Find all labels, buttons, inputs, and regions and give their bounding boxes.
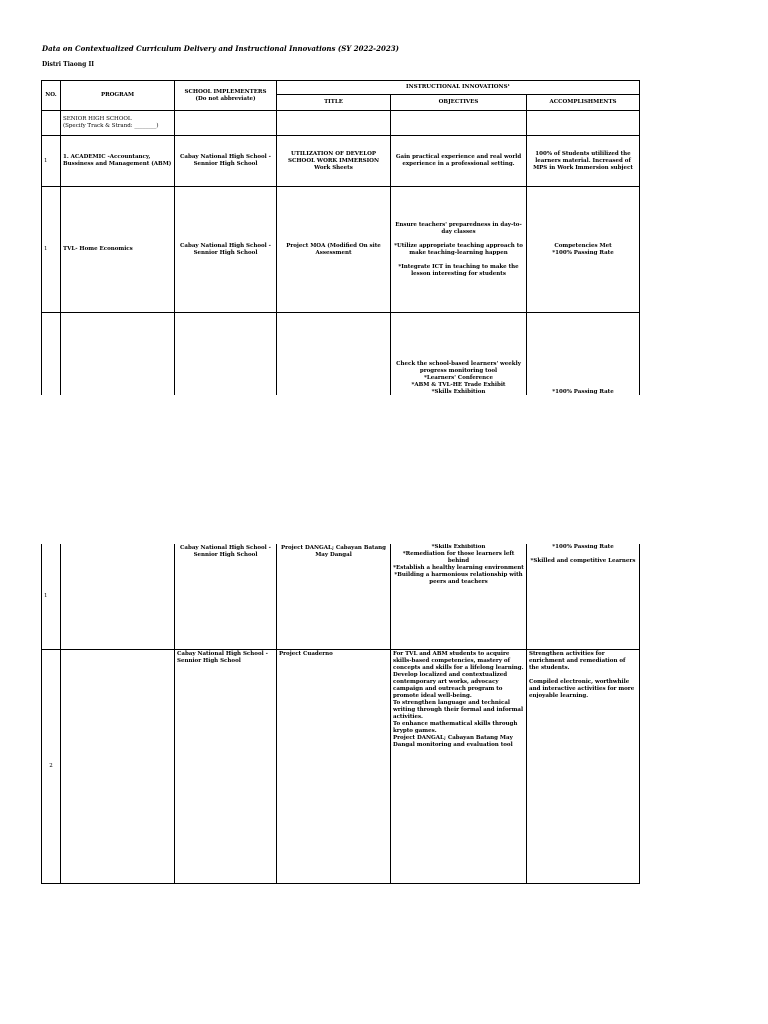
header-implementers: SCHOOL IMPLEMENTERS (Do not abbreviate) (175, 81, 277, 111)
table-row (42, 187, 640, 313)
header-objectives: OBJECTIVES (391, 95, 527, 111)
header-program: PROGRAM (61, 81, 175, 111)
title-cell: Project MOA (Modified On site Assessment (277, 187, 391, 313)
title-cell: Project Cuaderno (277, 650, 391, 884)
innovations-table (41, 80, 640, 395)
program-cell: TVL- Home Economics (61, 187, 175, 313)
header-innovations: INSTRUCTIONAL INNOVATIONS¹ (277, 81, 640, 95)
objectives-cell: For TVL and ABM students to acquire skills-based competencies, mastery of concepts and skills for a lifelong learning. Develop localized and contextualized contemporary art works, advocacy campaign and outreach program to promote ideal well-being. To strengthen language and technical writing through their formal and informal activities. To enhance mathematical skills through krypto games. Project DANGAL; Cabayan Batang May Dangal monitoring and evaluation tool (391, 650, 527, 884)
header-no: NO. (42, 81, 61, 111)
table-row (42, 544, 640, 650)
table-row (42, 111, 640, 136)
objectives-cell: *Skills Exhibition *Remediation for those learners left behind *Establish a healthy learning environment *Building a harmonious relationship with peers and teachers (391, 544, 527, 650)
table-fragment-bottom (0, 544, 768, 884)
accomplishments-cell: *100% Passing Rate (527, 313, 640, 396)
shs-track-label: SENIOR HIGH SCHOOL (Specify Track & Strand: ________) (61, 111, 175, 136)
accomplishments-cell: *100% Passing Rate *Skilled and competitive Learners (527, 544, 640, 650)
accomplishments-cell: Strengthen activities for enrichment and remediation of the students. Compiled electronic, worthwhile and interactive activities for more enjoyable learning. (527, 650, 640, 884)
school-cell: Cabay National High School - Sennior High School (175, 187, 277, 313)
title-cell: Project DANGAL; Cabayan Batang May Dangal (277, 544, 391, 650)
document-title: Data on Contextualized Curriculum Delivery and Instructional Innovations (SY 2022-2023) (42, 44, 399, 53)
row-number: 2 (42, 650, 61, 884)
row-number: 1 (42, 544, 61, 650)
table-row (42, 650, 640, 884)
innovations-table-continued (41, 544, 640, 884)
objectives-cell: Ensure teachers' preparedness in day-to-day classes *Utilize appropriate teaching approach to make teaching-learning happen *Integrate ICT in teaching to make the lesson interesting for students (391, 187, 527, 313)
table-fragment-top (0, 0, 768, 395)
school-cell: Cabay National High School - Sennior High School (175, 650, 277, 884)
table-row (42, 136, 640, 187)
accomplishments-cell: Competencies Met *100% Passing Rate (527, 187, 640, 313)
title-cell: UTILIZATION OF DEVELOP SCHOOL WORK IMMERSION Work Sheets (277, 136, 391, 187)
district-label: Distri Tiaong II (42, 61, 95, 68)
objectives-cell: Check the school-based learners' weekly progress monitoring tool *Learners' Conference *ABM & TVL-HE Trade Exhibit *Skills Exhibition (391, 313, 527, 396)
row-number: 1 (42, 187, 61, 313)
header-title: TITLE (277, 95, 391, 111)
program-cell: 1. ACADEMIC -Accountancy, Bussiness and Management (ABM) (61, 136, 175, 187)
accomplishments-cell: 100% of Students utililized the learners material. Increased of MPS in Work Immersion subject (527, 136, 640, 187)
header-accomplishments: ACCOMPLISHMENTS (527, 95, 640, 111)
table-row (42, 313, 640, 396)
school-cell: Cabay National High School - Sennior High School (175, 544, 277, 650)
row-number: 1 (42, 136, 61, 187)
objectives-cell: Gain practical experience and real world experience in a professional setting. (391, 136, 527, 187)
school-cell: Cabay National High School - Sennior High School (175, 136, 277, 187)
